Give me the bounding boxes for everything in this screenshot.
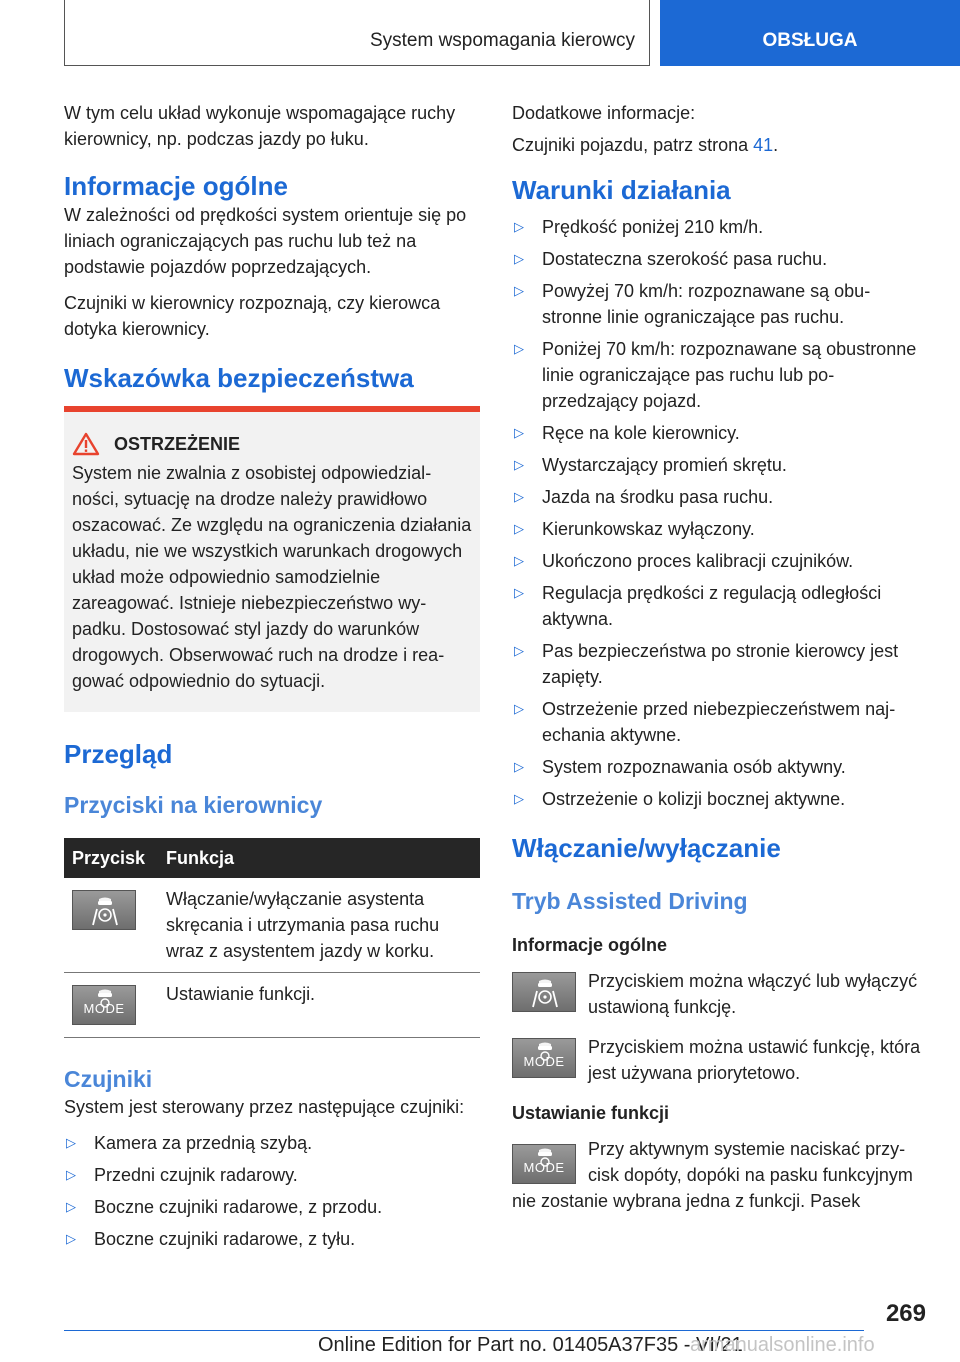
list-item: ▷ Przedni czujnik radarowy. bbox=[64, 1162, 480, 1188]
buttons-table bbox=[64, 838, 480, 1038]
overview-heading: Przegląd bbox=[64, 739, 173, 769]
safety-heading: Wskazówka bezpieczeństwa bbox=[64, 363, 414, 393]
list-item: ▷ Regulacja prędkości z regulacją odległości aktywna. bbox=[512, 580, 922, 632]
mode-button-icon bbox=[512, 1144, 576, 1184]
steering-assist-button-icon bbox=[512, 972, 576, 1012]
list-item: ▷ Kamera za przednią szybą. bbox=[64, 1130, 480, 1156]
triangle-bullet-icon: ▷ bbox=[514, 643, 524, 658]
toggle-function-paragraph bbox=[512, 968, 922, 1020]
table-cell-function: Ustawianie funkcji. bbox=[158, 973, 480, 1038]
triangle-bullet-icon: ▷ bbox=[66, 1135, 76, 1150]
section-tab bbox=[660, 0, 960, 66]
conditions-heading: Warunki działania bbox=[512, 175, 731, 205]
warning-text: System nie zwalnia z osobistej odpowiedzialności, sytuację na drodze należy prawidłowo oszacować. Ze względu na ograniczenia działania układu, nie we wszystkich warunkach drogowych układ może odpowiednio samodzielnie zareagować. Istnieje niebezpieczeństwo wypadku. Dostosować styl jazdy do warunków drogowych. Obserwować ruch na drodze i reagować odpowiednio do sytuacji. bbox=[72, 463, 472, 691]
mode-button-icon bbox=[72, 985, 136, 1025]
general-paragraph-2: Czujniki w kierownicy rozpoznają, czy kierowca dotyka kierownicy. bbox=[64, 293, 441, 339]
sensors-text: System jest sterowany przez następujące czujniki: bbox=[64, 1097, 465, 1117]
extra-info-label: Dodatkowe informacje: bbox=[512, 103, 696, 123]
table-row bbox=[64, 973, 480, 1038]
list-item: ▷ Pas bezpieczeństwa po stronie kierowcy jest zapięty. bbox=[512, 638, 922, 690]
set-function-text: Przy aktywnym systemie naciskać przycisk dopóty, dopóki na pasku funkcyjnym nie zostanie wybrana jedna z funkcji. Pasek bbox=[512, 1139, 913, 1211]
right-column bbox=[512, 100, 922, 1228]
triangle-bullet-icon: ▷ bbox=[514, 251, 524, 266]
table-header-button: Przycisk bbox=[64, 838, 158, 878]
list-item: ▷ Jazda na środku pasa ruchu. bbox=[512, 484, 922, 510]
triangle-bullet-icon: ▷ bbox=[514, 585, 524, 600]
list-item: ▷ System rozpoznawania osób aktywny. bbox=[512, 754, 922, 780]
header-title: System wspomagania kierowcy bbox=[369, 30, 635, 51]
triangle-bullet-icon: ▷ bbox=[514, 701, 524, 716]
triangle-bullet-icon: ▷ bbox=[514, 521, 524, 536]
set-function-subheading: Ustawianie funkcji bbox=[512, 1103, 670, 1123]
extra-info-text: Czujniki pojazdu, patrz strona 41. bbox=[512, 135, 779, 155]
list-item: ▷ Dostateczna szerokość pasa ruchu. bbox=[512, 246, 922, 272]
page-number: 269 bbox=[885, 1300, 926, 1327]
page-header bbox=[64, 0, 960, 66]
page-link[interactable]: 41 bbox=[753, 135, 774, 155]
list-item: ▷ Boczne czujniki radarowe, z przodu. bbox=[64, 1194, 480, 1220]
triangle-bullet-icon: ▷ bbox=[66, 1199, 76, 1214]
warning-box bbox=[64, 406, 480, 712]
table-header-function: Funkcja bbox=[158, 838, 480, 878]
triangle-bullet-icon: ▷ bbox=[514, 341, 524, 356]
list-item: ▷ Ostrzeżenie o kolizji bocznej aktywne. bbox=[512, 786, 922, 812]
conditions-list bbox=[512, 214, 922, 812]
triangle-bullet-icon: ▷ bbox=[66, 1167, 76, 1182]
assisted-driving-heading: Tryb Assisted Driving bbox=[512, 888, 748, 914]
table-row bbox=[64, 878, 480, 973]
triangle-bullet-icon: ▷ bbox=[514, 759, 524, 774]
left-column bbox=[64, 100, 480, 1258]
section-tab-label: OBSŁUGA bbox=[762, 30, 858, 51]
triangle-bullet-icon: ▷ bbox=[514, 283, 524, 298]
general-subheading: Informacje ogólne bbox=[512, 935, 668, 955]
mode-button-icon bbox=[512, 1038, 576, 1078]
warning-title: OSTRZEŻENIE bbox=[114, 433, 241, 454]
list-item: ▷ Prędkość poniżej 210 km/h. bbox=[512, 214, 922, 240]
toggle-function-text: Przyciskiem można włączyć lub wyłączyć ustawioną funkcję. bbox=[588, 971, 918, 1017]
triangle-bullet-icon: ▷ bbox=[66, 1231, 76, 1246]
mode-label: MODE bbox=[523, 1054, 565, 1069]
footer-watermark: armanualsonline.info bbox=[690, 1334, 875, 1356]
priority-function-text: Przyciskiem można ustawić funkcję, która jest używana priorytetowo. bbox=[588, 1037, 921, 1083]
set-function-paragraph bbox=[512, 1136, 922, 1214]
list-item: ▷ Poniżej 70 km/h: rozpoznawane są obustronne linie ograniczające pas ruchu lub poprzedzający pojazd. bbox=[512, 336, 922, 414]
list-item: ▷ Boczne czujniki radarowe, z tyłu. bbox=[64, 1226, 480, 1252]
mode-label: MODE bbox=[523, 1160, 565, 1175]
footer-edition: Online Edition for Part no. 01405A37F35 - VI/21 bbox=[318, 1334, 743, 1356]
steering-assist-button-icon bbox=[72, 890, 136, 930]
triangle-bullet-icon: ▷ bbox=[514, 791, 524, 806]
triangle-bullet-icon: ▷ bbox=[514, 457, 524, 472]
header-title-box bbox=[64, 0, 650, 66]
priority-function-paragraph bbox=[512, 1034, 922, 1086]
onoff-heading: Włączanie/wyłączanie bbox=[512, 833, 781, 863]
list-item: ▷ Wystarczający promień skrętu. bbox=[512, 452, 922, 478]
triangle-bullet-icon: ▷ bbox=[514, 219, 524, 234]
list-item: ▷ Ukończono proces kalibracji czujników. bbox=[512, 548, 922, 574]
table-cell-function: Włączanie/wyłączanie asystenta skręcania i utrzymania pasa ruchu wraz z asystentem jazdy w korku. bbox=[158, 878, 480, 973]
buttons-heading: Przyciski na kierownicy bbox=[64, 792, 323, 818]
triangle-bullet-icon: ▷ bbox=[514, 425, 524, 440]
general-heading: Informacje ogólne bbox=[64, 171, 288, 201]
list-item: ▷ Ostrzeżenie przed niebezpieczeństwem najechania aktywne. bbox=[512, 696, 922, 748]
footer-divider bbox=[64, 1330, 864, 1331]
mode-label: MODE bbox=[83, 1001, 125, 1016]
list-item: ▷ Kierunkowskaz wyłączony. bbox=[512, 516, 922, 542]
triangle-bullet-icon: ▷ bbox=[514, 553, 524, 568]
intro-text: W tym celu układ wykonuje wspomagające ruchy kierownicy, np. podczas jazdy po łuku. bbox=[64, 103, 456, 149]
general-paragraph-1: W zależności od prędkości system orientuje się po liniach ograniczających pas ruchu lub też na podstawie pojazdów poprzedzających. bbox=[64, 205, 467, 277]
warning-triangle-icon bbox=[72, 432, 100, 456]
list-item: ▷ Powyżej 70 km/h: rozpoznawane są obustronne linie ograniczające pas ruchu. bbox=[512, 278, 922, 330]
sensors-heading: Czujniki bbox=[64, 1066, 153, 1092]
list-item: ▷ Ręce na kole kierownicy. bbox=[512, 420, 922, 446]
triangle-bullet-icon: ▷ bbox=[514, 489, 524, 504]
sensors-list bbox=[64, 1130, 480, 1252]
